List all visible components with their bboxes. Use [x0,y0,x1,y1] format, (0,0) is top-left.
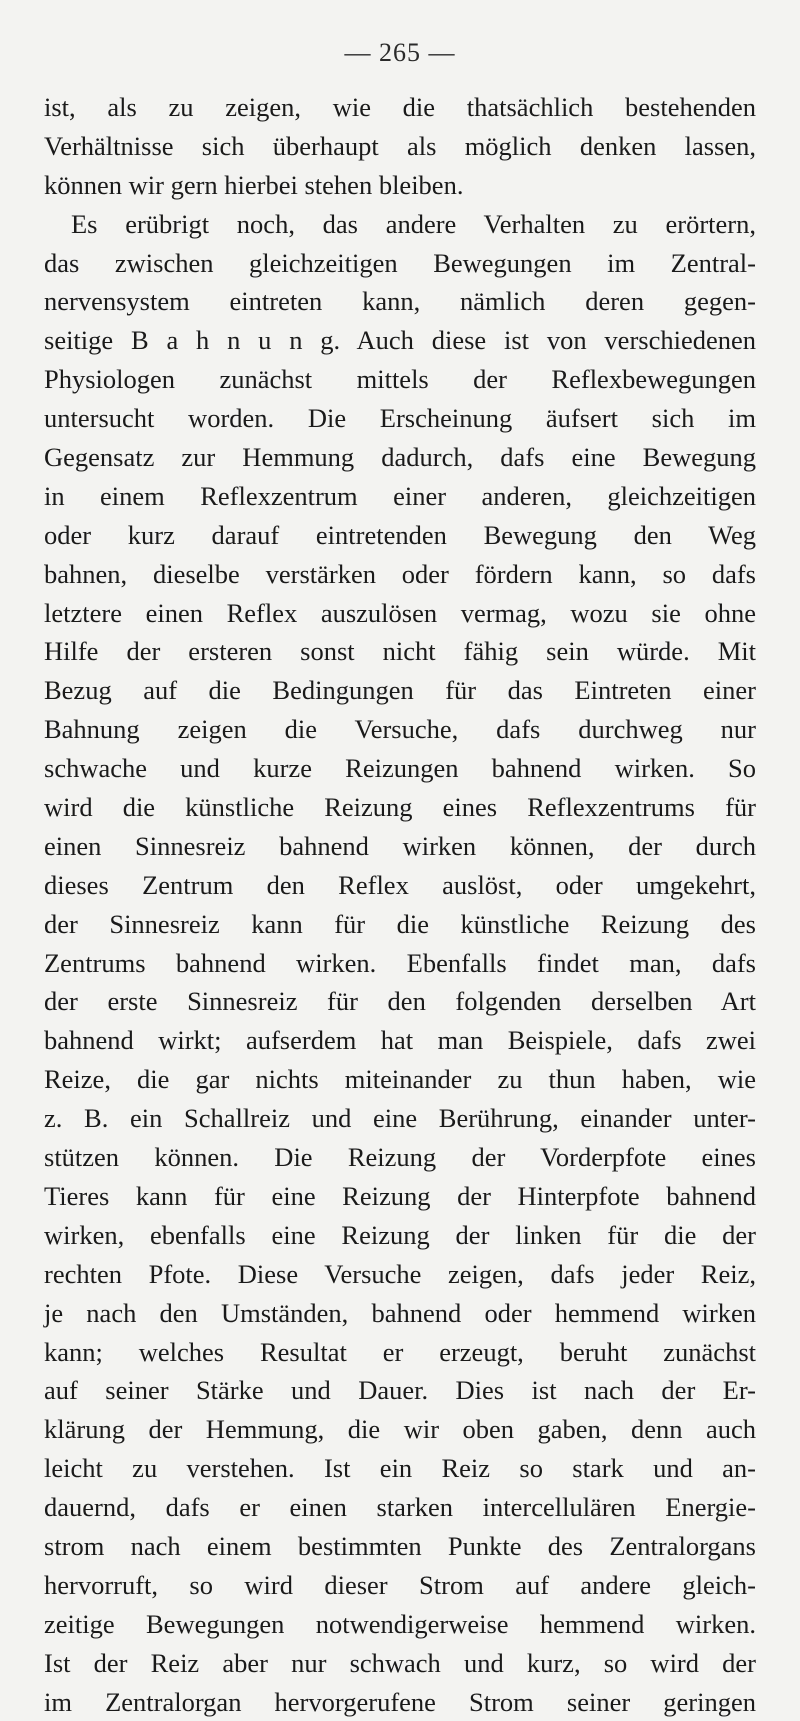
body-text [44,88,756,1721]
text-line: je nach den Umständen, bahnend oder hemmend wirken [44,1297,756,1328]
text-line: stützen können. Die Reizung der Vorderpfote eines [44,1142,756,1173]
text-line: Zentrums bahnend wirken. Ebenfalls findet man, dafs [44,947,756,978]
text-line: in einem Reflexzentrum einer anderen, gleichzeitigen [44,480,756,511]
text-line: Bahnung zeigen die Versuche, dafs durchweg nur [44,714,756,745]
text-line: der Sinnesreiz kann für die künstliche Reizung des [44,908,756,939]
text-line: Tieres kann für eine Reizung der Hinterpfote bahnend [44,1180,756,1211]
text-line: im Zentralorgan hervorgerufene Strom seiner geringen [44,1686,756,1717]
text-line: zeitige Bewegungen notwendigerweise hemmend wirken. [44,1608,756,1639]
text-line: oder kurz darauf eintretenden Bewegung den Weg [44,519,756,550]
text-line: schwache und kurze Reizungen bahnend wirken. So [44,753,756,784]
text-line: Reize, die gar nichts miteinander zu thun haben, wie [44,1064,756,1095]
text-line: nervensystem eintreten kann, nämlich deren gegen- [44,286,756,317]
text-line: Hilfe der ersteren sonst nicht fähig sein würde. Mit [44,636,756,667]
text-line: leicht zu verstehen. Ist ein Reiz so stark und an- [44,1453,756,1484]
text-line: ist, als zu zeigen, wie die thatsächlich bestehenden [44,92,756,122]
text-line: einen Sinnesreiz bahnend wirken können, der durch [44,830,756,861]
text-line: der erste Sinnesreiz für den folgenden derselben Art [44,986,756,1017]
text-line: das zwischen gleichzeitigen Bewegungen im Zentral- [44,247,756,278]
text-line: seitige B a h n u n g. Auch diese ist von verschiedenen [44,325,756,356]
text-line: letztere einen Reflex auszulösen vermag, wozu sie ohne [44,597,756,628]
text-line: kann; welches Resultat er erzeugt, beruht zunächst [44,1336,756,1367]
text-line: Verhältnisse sich überhaupt als möglich denken lassen, [44,130,756,161]
text-line: bahnend wirkt; aufserdem hat man Beispiele, dafs zwei [44,1025,756,1056]
text-line: hervorruft, so wird dieser Strom auf andere gleich- [44,1569,756,1600]
text-line: z. B. ein Schallreiz und eine Berührung, einander unter- [44,1103,756,1134]
text-line: dieses Zentrum den Reflex auslöst, oder umgekehrt, [44,869,756,900]
text-line: auf seiner Stärke und Dauer. Dies ist nach der Er- [44,1375,756,1406]
page-number: — 265 — [344,38,456,67]
text-line: wird die künstliche Reizung eines Reflexzentrums für [44,792,756,823]
text-line: dauernd, dafs er einen starken intercellulären Energie- [44,1492,756,1523]
text-line: strom nach einem bestimmten Punkte des Zentralorgans [44,1530,756,1561]
text-line: Es erübrigt noch, das andere Verhalten zu erörtern, [71,208,756,239]
text-line: untersucht worden. Die Erscheinung äufsert sich im [44,403,756,434]
text-line: bahnen, dieselbe verstärken oder fördern kann, so dafs [44,558,756,589]
text-line: können wir gern hierbei stehen bleiben. [44,169,464,200]
text-line: Bezug auf die Bedingungen für das Eintreten einer [44,675,756,706]
text-line: klärung der Hemmung, die wir oben gaben, denn auch [44,1414,756,1445]
text-line: rechten Pfote. Diese Versuche zeigen, dafs jeder Reiz, [44,1258,756,1289]
text-line: Physiologen zunächst mittels der Reflexbewegungen [44,364,756,395]
text-line: Ist der Reiz aber nur schwach und kurz, so wird der [44,1647,756,1678]
text-line: Gegensatz zur Hemmung dadurch, dafs eine Bewegung [44,442,756,473]
text-line: wirken, ebenfalls eine Reizung der linken für die der [44,1219,756,1250]
